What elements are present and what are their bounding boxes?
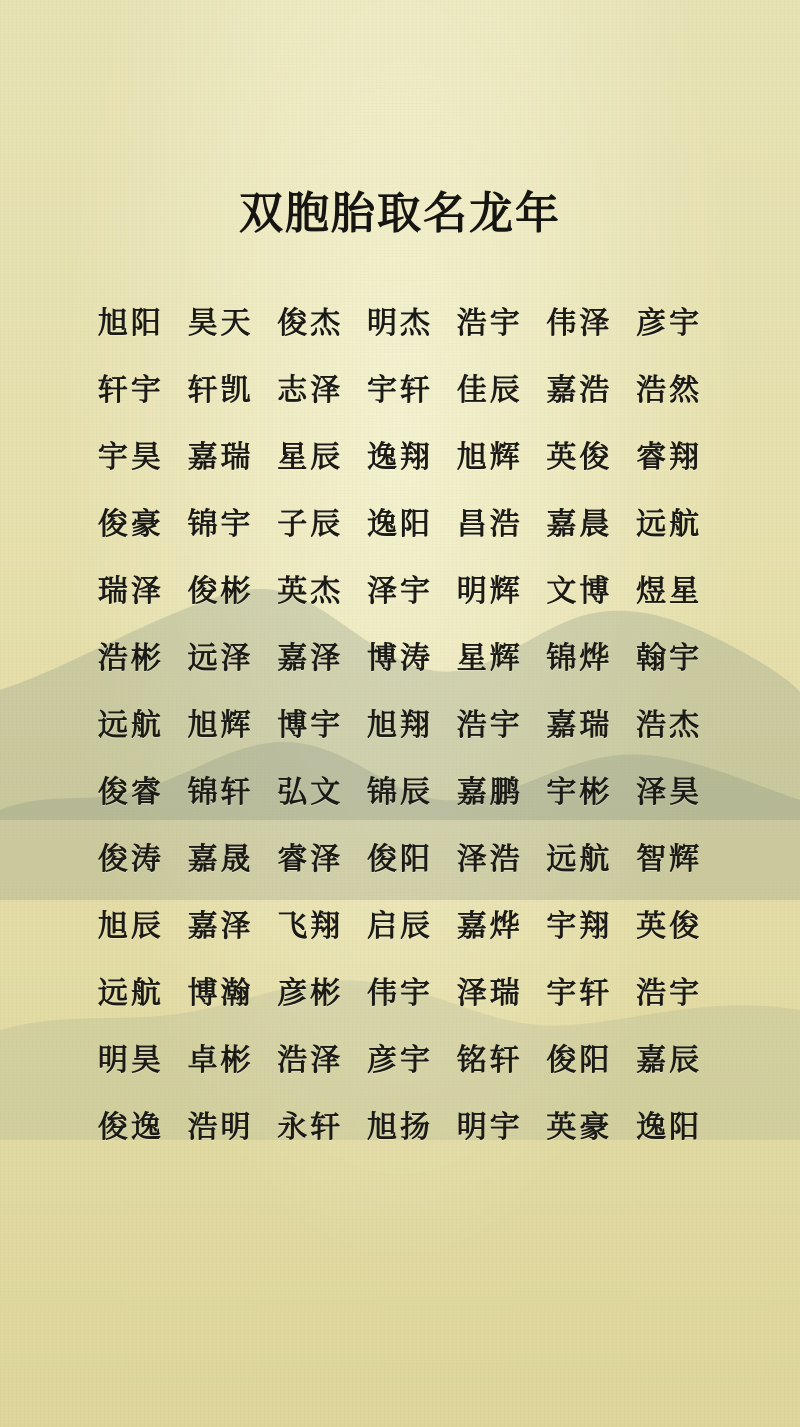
name-cell: 启辰 xyxy=(366,909,433,943)
page-title-part-1: 双胞胎 xyxy=(239,189,377,238)
name-cell: 星辉 xyxy=(456,641,523,675)
name-cell: 远航 xyxy=(636,507,703,541)
name-cell: 宇轩 xyxy=(546,976,613,1010)
name-cell: 嘉辰 xyxy=(636,1043,703,1077)
name-cell: 轩宇 xyxy=(97,373,164,407)
name-cell: 逸翔 xyxy=(366,440,433,474)
name-cell: 昊天 xyxy=(187,306,254,340)
name-cell: 铭轩 xyxy=(456,1043,523,1077)
name-cell: 嘉泽 xyxy=(187,909,254,943)
name-cell: 浩宇 xyxy=(456,306,523,340)
name-cell: 英俊 xyxy=(636,909,703,943)
name-cell: 宇昊 xyxy=(97,440,164,474)
page-title xyxy=(0,186,800,242)
name-cell: 明宇 xyxy=(456,1110,523,1144)
name-cell: 泽昊 xyxy=(636,775,703,809)
name-cell: 旭辰 xyxy=(97,909,164,943)
name-cell: 嘉晨 xyxy=(546,507,613,541)
name-cell: 锦轩 xyxy=(187,775,254,809)
name-cell: 旭扬 xyxy=(366,1110,433,1144)
name-cell: 泽宇 xyxy=(366,574,433,608)
name-cell: 文博 xyxy=(546,574,613,608)
name-cell: 彦彬 xyxy=(277,976,344,1010)
name-cell: 星辰 xyxy=(277,440,344,474)
name-cell: 英豪 xyxy=(546,1110,613,1144)
name-cell: 浩宇 xyxy=(456,708,523,742)
name-cell: 逸阳 xyxy=(636,1110,703,1144)
name-cell: 子辰 xyxy=(277,507,344,541)
name-cell: 浩彬 xyxy=(97,641,164,675)
name-cell: 飞翔 xyxy=(277,909,344,943)
poster-bottom-space xyxy=(0,1187,800,1427)
name-cell: 彦宇 xyxy=(636,306,703,340)
name-cell: 俊睿 xyxy=(97,775,164,809)
name-cell: 嘉瑞 xyxy=(187,440,254,474)
name-cell: 嘉泽 xyxy=(277,641,344,675)
name-cell: 俊逸 xyxy=(97,1110,164,1144)
name-cell: 浩杰 xyxy=(636,708,703,742)
name-cell: 浩泽 xyxy=(277,1043,344,1077)
name-cell: 俊涛 xyxy=(97,842,164,876)
name-cell: 志泽 xyxy=(277,373,344,407)
name-cell: 旭阳 xyxy=(97,306,164,340)
name-cell: 远航 xyxy=(97,976,164,1010)
name-cell: 卓彬 xyxy=(187,1043,254,1077)
name-cell: 嘉晟 xyxy=(187,842,254,876)
name-cell: 博瀚 xyxy=(187,976,254,1010)
name-cell: 浩明 xyxy=(187,1110,254,1144)
name-cell: 旭辉 xyxy=(187,708,254,742)
name-cell: 俊阳 xyxy=(546,1043,613,1077)
name-cell: 旭翔 xyxy=(366,708,433,742)
name-cell: 翰宇 xyxy=(636,641,703,675)
name-cell: 博涛 xyxy=(366,641,433,675)
name-cell: 泽浩 xyxy=(456,842,523,876)
name-cell: 嘉瑞 xyxy=(546,708,613,742)
name-cell: 轩凯 xyxy=(187,373,254,407)
name-cell: 煜星 xyxy=(636,574,703,608)
name-cell: 瑞泽 xyxy=(97,574,164,608)
name-cell: 俊豪 xyxy=(97,507,164,541)
name-cell: 明辉 xyxy=(456,574,523,608)
name-cell: 明杰 xyxy=(366,306,433,340)
name-cell: 嘉鹏 xyxy=(456,775,523,809)
name-cell: 彦宇 xyxy=(366,1043,433,1077)
name-cell: 睿翔 xyxy=(636,440,703,474)
name-cell: 永轩 xyxy=(277,1110,344,1144)
name-cell: 伟宇 xyxy=(366,976,433,1010)
page-title-part-2: 取名龙年 xyxy=(377,189,561,238)
name-cell: 浩然 xyxy=(636,373,703,407)
name-cell: 浩宇 xyxy=(636,976,703,1010)
name-cell: 弘文 xyxy=(277,775,344,809)
name-cell: 睿泽 xyxy=(277,842,344,876)
name-cell: 俊杰 xyxy=(277,306,344,340)
name-cell: 宇翔 xyxy=(546,909,613,943)
name-cell: 锦宇 xyxy=(187,507,254,541)
name-cell: 嘉烨 xyxy=(456,909,523,943)
name-cell: 昌浩 xyxy=(456,507,523,541)
name-cell: 远泽 xyxy=(187,641,254,675)
name-cell: 远航 xyxy=(546,842,613,876)
name-cell: 博宇 xyxy=(277,708,344,742)
name-cell: 英杰 xyxy=(277,574,344,608)
name-cell: 锦烨 xyxy=(546,641,613,675)
name-cell: 俊阳 xyxy=(366,842,433,876)
name-cell: 远航 xyxy=(97,708,164,742)
name-cell: 宇轩 xyxy=(366,373,433,407)
name-cell: 锦辰 xyxy=(366,775,433,809)
name-cell: 宇彬 xyxy=(546,775,613,809)
name-cell: 英俊 xyxy=(546,440,613,474)
name-cell: 俊彬 xyxy=(187,574,254,608)
name-cell: 泽瑞 xyxy=(456,976,523,1010)
name-cell: 逸阳 xyxy=(366,507,433,541)
name-cell: 嘉浩 xyxy=(546,373,613,407)
name-cell: 明昊 xyxy=(97,1043,164,1077)
name-cell: 佳辰 xyxy=(456,373,523,407)
name-grid xyxy=(86,286,714,1157)
name-cell: 智辉 xyxy=(636,842,703,876)
name-cell: 伟泽 xyxy=(546,306,613,340)
name-cell: 旭辉 xyxy=(456,440,523,474)
